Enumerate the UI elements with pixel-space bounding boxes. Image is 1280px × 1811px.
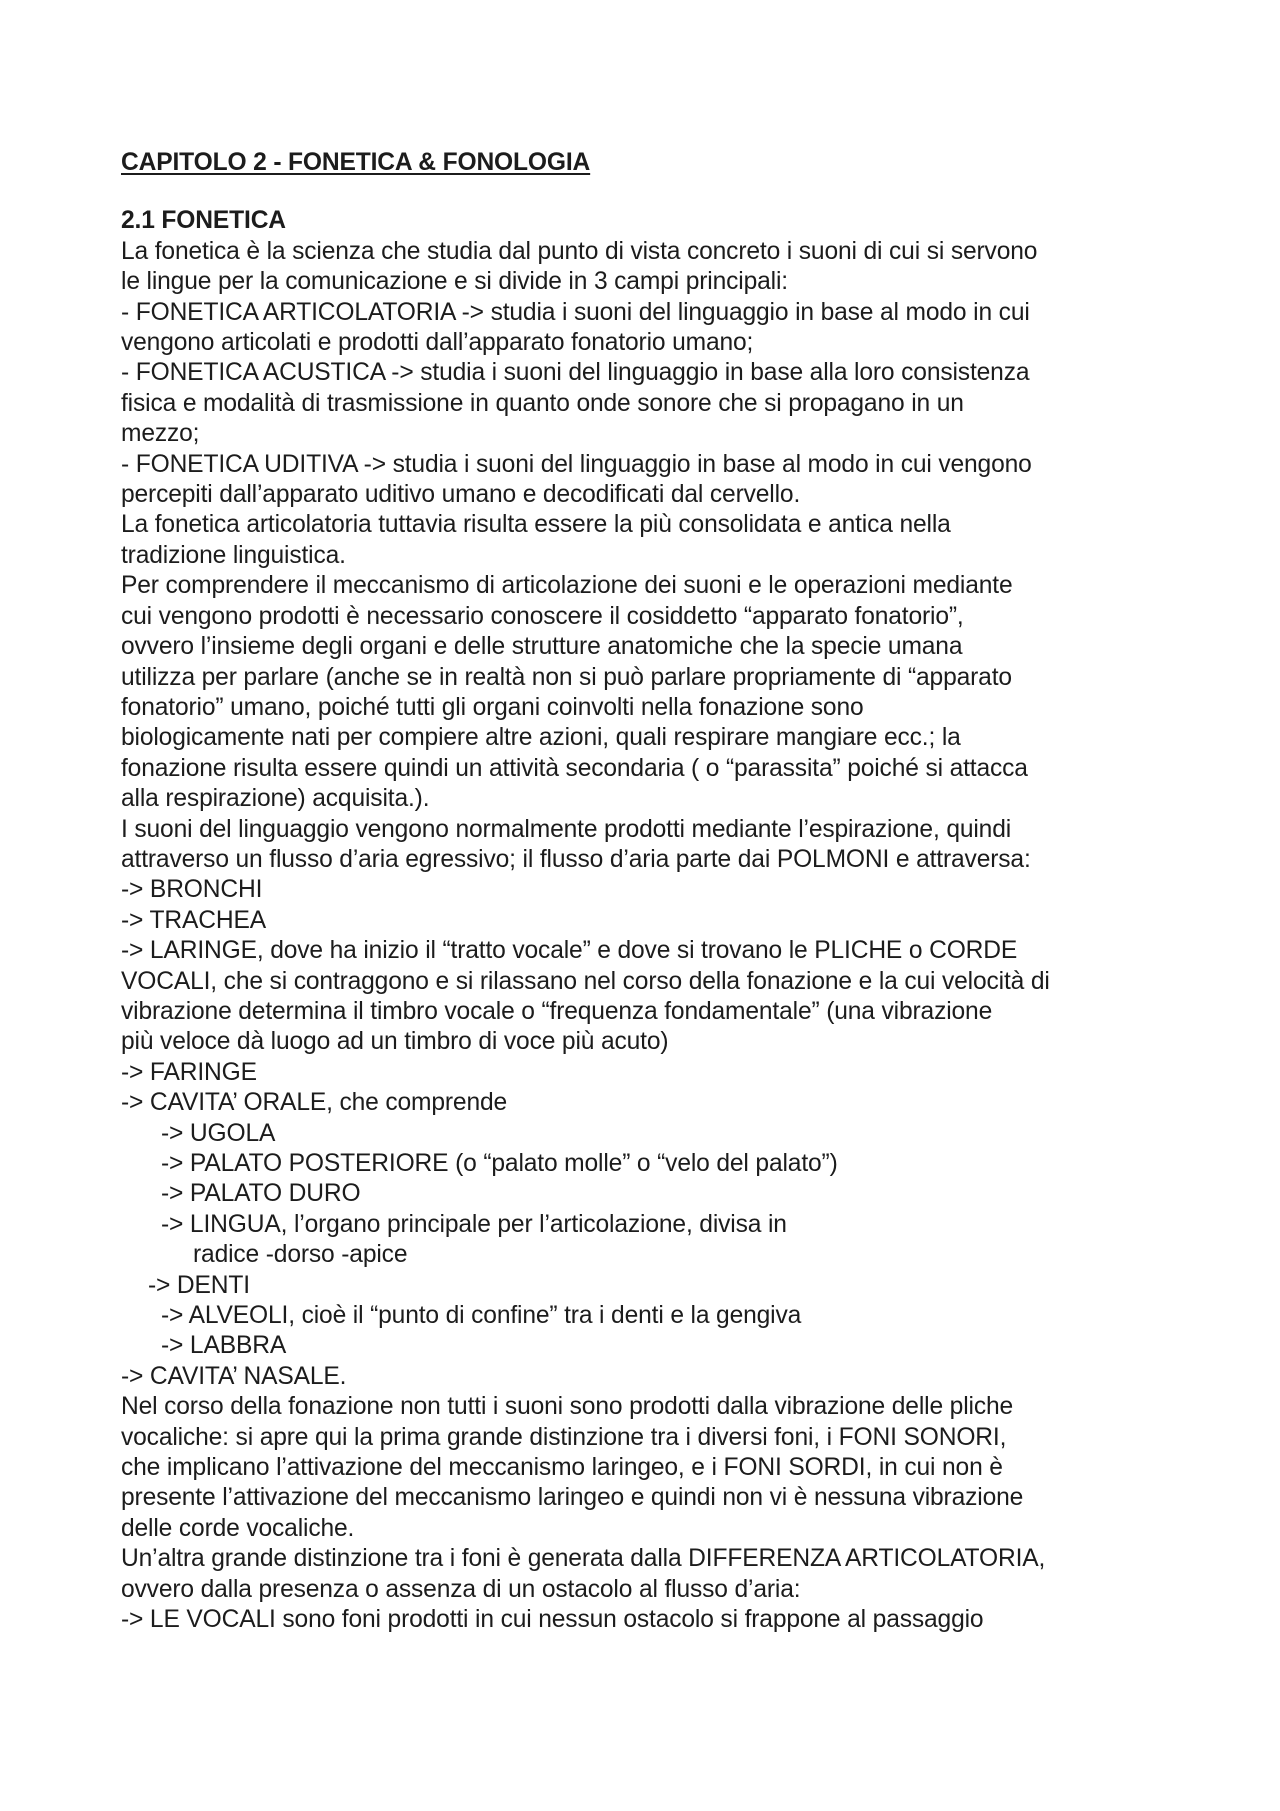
document-body	[121, 237, 1171, 1636]
text-line: - FONETICA ACUSTICA -> studia i suoni del linguaggio in base alla loro consistenza	[121, 359, 1030, 387]
text-line: -> LINGUA, l’organo principale per l’articolazione, divisa in	[161, 1210, 787, 1238]
text-line: utilizza per parlare (anche se in realtà non si può parlare propriamente di “apparato	[121, 663, 1012, 691]
text-line: I suoni del linguaggio vengono normalmente prodotti mediante l’espirazione, quindi	[121, 815, 1012, 843]
text-line: tradizione linguistica.	[121, 541, 346, 569]
text-line: La fonetica articolatoria tuttavia risulta essere la più consolidata e antica nella	[121, 511, 951, 539]
text-line: fonazione risulta essere quindi un attività secondaria ( o “parassita” poiché si attacca	[121, 754, 1028, 782]
text-line: La fonetica è la scienza che studia dal punto di vista concreto i suoni di cui si servono	[121, 237, 1038, 265]
text-line: vengono articolati e prodotti dall’apparato fonatorio umano;	[121, 329, 754, 357]
text-line: -> ALVEOLI, cioè il “punto di confine” tra i denti e la gengiva	[161, 1302, 802, 1330]
text-line: attraverso un flusso d’aria egressivo; il flusso d’aria parte dai POLMONI e attraversa:	[121, 845, 1031, 873]
text-line: Un’altra grande distinzione tra i foni è generata dalla DIFFERENZA ARTICOLATORIA,	[121, 1545, 1046, 1573]
text-line: - FONETICA ARTICOLATORIA -> studia i suoni del linguaggio in base al modo in cui	[121, 298, 1030, 326]
text-line: presente l’attivazione del meccanismo laringeo e quindi non vi è nessuna vibrazione	[121, 1484, 1024, 1512]
text-line: -> PALATO DURO	[161, 1180, 361, 1208]
text-line: vocaliche: si apre qui la prima grande distinzione tra i diversi foni, i FONI SONORI,	[121, 1423, 1007, 1451]
text-line: ovvero l’insieme degli organi e delle strutture anatomiche che la specie umana	[121, 633, 963, 661]
text-line: -> TRACHEA	[121, 906, 266, 934]
text-line: -> FARINGE	[121, 1058, 257, 1086]
chapter-title: CAPITOLO 2 - FONETICA & FONOLOGIA	[121, 149, 591, 176]
text-line: più veloce dà luogo ad un timbro di voce più acuto)	[121, 1028, 669, 1056]
text-line: -> LE VOCALI sono foni prodotti in cui nessun ostacolo si frappone al passaggio	[121, 1606, 984, 1634]
text-line: vibrazione determina il timbro vocale o “frequenza fondamentale” (una vibrazione	[121, 997, 993, 1025]
text-line: percepiti dall’apparato uditivo umano e decodificati dal cervello.	[121, 481, 801, 509]
text-line: radice -dorso -apice	[193, 1241, 408, 1269]
text-line: -> LARINGE, dove ha inizio il “tratto vocale” e dove si trovano le PLICHE o CORDE	[121, 937, 1018, 965]
text-line: Nel corso della fonazione non tutti i suoni sono prodotti dalla vibrazione delle pliche	[121, 1393, 1014, 1421]
text-line: che implicano l’attivazione del meccanismo laringeo, e i FONI SORDI, in cui non è	[121, 1454, 1003, 1482]
text-line: Per comprendere il meccanismo di articolazione dei suoni e le operazioni mediante	[121, 572, 1013, 600]
text-line: -> DENTI	[148, 1271, 250, 1299]
text-line: -> CAVITA’ NASALE.	[121, 1362, 347, 1390]
text-line: biologicamente nati per compiere altre azioni, quali respirare mangiare ecc.; la	[121, 724, 961, 752]
text-line: -> PALATO POSTERIORE (o “palato molle” o “velo del palato”)	[161, 1150, 838, 1177]
text-line: -> CAVITA’ ORALE, che comprende	[121, 1089, 508, 1117]
text-line: - FONETICA UDITIVA -> studia i suoni del linguaggio in base al modo in cui vengono	[121, 450, 1032, 478]
text-line: delle corde vocaliche.	[121, 1514, 355, 1542]
document-page	[121, 148, 1171, 1636]
text-line: -> LABBRA	[161, 1332, 287, 1360]
text-line: fisica e modalità di trasmissione in quanto onde sonore che si propagano in un	[121, 389, 964, 417]
text-line: cui vengono prodotti è necessario conoscere il cosiddetto “apparato fonatorio”,	[121, 602, 964, 630]
text-line: alla respirazione) acquisita.).	[121, 785, 430, 813]
text-line: ovvero dalla presenza o assenza di un ostacolo al flusso d’aria:	[121, 1575, 801, 1603]
text-line: le lingue per la comunicazione e si divide in 3 campi principali:	[121, 268, 788, 296]
text-line: VOCALI, che si contraggono e si rilassano nel corso della fonazione e la cui velocità di	[121, 967, 1050, 995]
text-line: fonatorio” umano, poiché tutti gli organi coinvolti nella fonazione sono	[121, 693, 864, 721]
text-line: mezzo;	[121, 420, 200, 448]
text-line: -> BRONCHI	[121, 876, 263, 904]
section-heading: 2.1 FONETICA	[121, 207, 286, 235]
text-line: -> UGOLA	[161, 1119, 276, 1147]
